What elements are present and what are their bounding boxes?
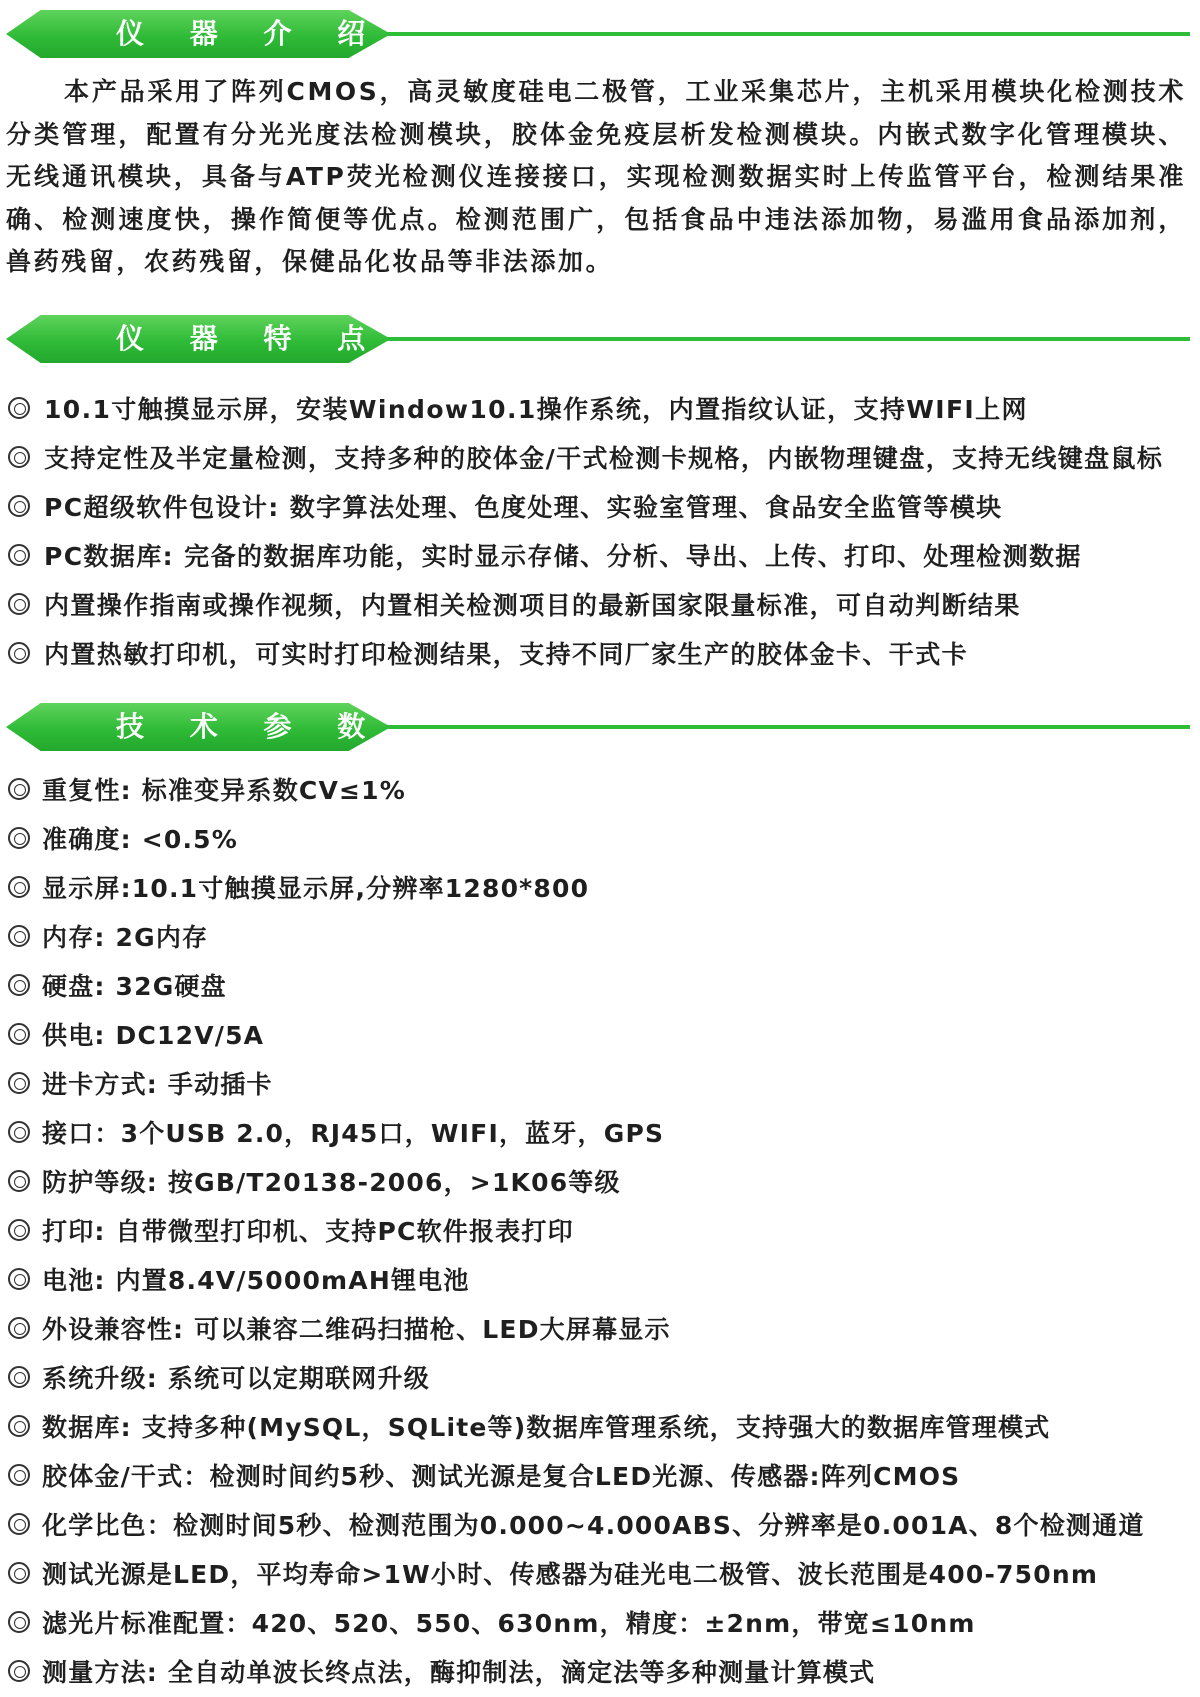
section-title: 技 术 参 数	[116, 710, 384, 743]
circle-bullet-icon	[8, 1464, 30, 1486]
spec-item	[8, 1646, 1145, 1695]
spec-text: 供电: DC12V/5A	[42, 1020, 265, 1050]
spec-item	[8, 862, 1145, 911]
feature-text: 10.1寸触摸显示屏，安装Window10.1操作系统，内置指纹认证，支持WIFI上网	[44, 394, 1028, 424]
feature-item	[8, 530, 1163, 579]
circle-bullet-icon	[8, 642, 30, 664]
circle-bullet-icon	[8, 397, 30, 419]
spec-text: 接口：3个USB 2.0，RJ45口，WIFI，蓝牙，GPS	[42, 1118, 665, 1148]
spec-item	[8, 1303, 1145, 1352]
spec-text: 滤光片标准配置：420、520、550、630nm，精度：±2nm，带宽≤10nm	[42, 1608, 976, 1638]
spec-text: 重复性: 标准变异系数CV≤1%	[42, 775, 406, 805]
spec-item	[8, 813, 1145, 862]
feature-text: 内置操作指南或操作视频，内置相关检测项目的最新国家限量标准，可自动判断结果	[44, 590, 1021, 620]
spec-text: 系统升级: 系统可以定期联网升级	[42, 1363, 430, 1393]
feature-item	[8, 432, 1163, 481]
feature-text: 内置热敏打印机，可实时打印检测结果，支持不同厂家生产的胶体金卡、干式卡	[44, 639, 969, 669]
section-header-intro	[6, 10, 1190, 58]
section-divider-line	[386, 337, 1190, 341]
spec-text: 内存: 2G内存	[42, 922, 209, 952]
circle-bullet-icon	[8, 495, 30, 517]
spec-item	[8, 911, 1145, 960]
feature-item	[8, 579, 1163, 628]
feature-item	[8, 628, 1163, 677]
spec-item	[8, 1401, 1145, 1450]
circle-bullet-icon	[8, 446, 30, 468]
spec-item	[8, 960, 1145, 1009]
spec-item	[8, 1009, 1145, 1058]
spec-text: 准确度: <0.5%	[42, 824, 238, 854]
circle-bullet-icon	[8, 974, 30, 996]
spec-text: 外设兼容性: 可以兼容二维码扫描枪、LED大屏幕显示	[42, 1314, 671, 1344]
feature-item	[8, 481, 1163, 530]
spec-text: 胶体金/干式：检测时间约5秒、测试光源是复合LED光源、传感器:阵列CMOS	[42, 1461, 961, 1491]
circle-bullet-icon	[8, 827, 30, 849]
section-header-specs	[6, 703, 1190, 751]
circle-bullet-icon	[8, 778, 30, 800]
feature-item	[8, 383, 1163, 432]
circle-bullet-icon	[8, 925, 30, 947]
circle-bullet-icon	[8, 1268, 30, 1290]
circle-bullet-icon	[8, 1317, 30, 1339]
circle-bullet-icon	[8, 1562, 30, 1584]
features-list	[8, 383, 1163, 677]
section-title: 仪 器 介 绍	[116, 17, 384, 50]
specs-list	[8, 764, 1145, 1695]
spec-text: 显示屏:10.1寸触摸显示屏,分辨率1280*800	[42, 873, 590, 903]
circle-bullet-icon	[8, 1121, 30, 1143]
spec-text: 硬盘: 32G硬盘	[42, 971, 227, 1001]
section-divider-line	[386, 725, 1190, 729]
circle-bullet-icon	[8, 1219, 30, 1241]
spec-item	[8, 764, 1145, 813]
spec-text: 测试光源是LED，平均寿命>1W小时、传感器为硅光电二极管、波长范围是400-750nm	[42, 1559, 1099, 1589]
circle-bullet-icon	[8, 1513, 30, 1535]
spec-item	[8, 1058, 1145, 1107]
spec-text: 化学比色：检测时间5秒、检测范围为0.000~4.000ABS、分辨率是0.001A、8个检测通道	[42, 1510, 1145, 1540]
circle-bullet-icon	[8, 1072, 30, 1094]
feature-text: 支持定性及半定量检测，支持多种的胶体金/干式检测卡规格，内嵌物理键盘，支持无线键盘鼠标	[44, 443, 1164, 473]
spec-text: 防护等级: 按GB/T20138-2006，>1K06等级	[42, 1167, 621, 1197]
circle-bullet-icon	[8, 876, 30, 898]
spec-item	[8, 1254, 1145, 1303]
spec-item	[8, 1548, 1145, 1597]
spec-item	[8, 1597, 1145, 1646]
spec-item	[8, 1156, 1145, 1205]
circle-bullet-icon	[8, 1415, 30, 1437]
section-header-features	[6, 315, 1190, 363]
feature-text: PC超级软件包设计: 数字算法处理、色度处理、实验室管理、食品安全监管等模块	[44, 492, 1003, 522]
circle-bullet-icon	[8, 593, 30, 615]
spec-item	[8, 1352, 1145, 1401]
circle-bullet-icon	[8, 1366, 30, 1388]
spec-text: 打印: 自带微型打印机、支持PC软件报表打印	[42, 1216, 574, 1246]
circle-bullet-icon	[8, 1660, 30, 1682]
spec-item	[8, 1499, 1145, 1548]
spec-text: 电池: 内置8.4V/5000mAH锂电池	[42, 1265, 470, 1295]
circle-bullet-icon	[8, 1023, 30, 1045]
spec-text: 进卡方式: 手动插卡	[42, 1069, 273, 1099]
section-title: 仪 器 特 点	[116, 322, 384, 355]
spec-text: 数据库: 支持多种(MySQL，SQLite等)数据库管理系统，支持强大的数据库管理模式	[42, 1412, 1051, 1442]
circle-bullet-icon	[8, 544, 30, 566]
circle-bullet-icon	[8, 1611, 30, 1633]
spec-text: 测量方法: 全自动单波长终点法，酶抑制法，滴定法等多种测量计算模式	[42, 1657, 876, 1687]
intro-paragraph: 本产品采用了阵列CMOS，高灵敏度硅电二极管，工业采集芯片，主机采用模块化检测技术分类管理，配置有分光光度法检测模块，胶体金免疫层析发检测模块。内嵌式数字化管理模块、无线通讯模块，具备与ATP荧光检测仪连接接口，实现检测数据实时上传监管平台，检测结果准确、检测速度快，操作简便等优点。检测范围广，包括食品中违法添加物，易滥用食品添加剂，兽药残留，农药残留，保健品化妆品等非法添加。	[6, 77, 1186, 276]
feature-text: PC数据库: 完备的数据库功能，实时显示存储、分析、导出、上传、打印、处理检测数据	[44, 541, 1082, 571]
spec-item	[8, 1450, 1145, 1499]
spec-item	[8, 1107, 1145, 1156]
section-divider-line	[386, 32, 1190, 36]
spec-item	[8, 1205, 1145, 1254]
circle-bullet-icon	[8, 1170, 30, 1192]
